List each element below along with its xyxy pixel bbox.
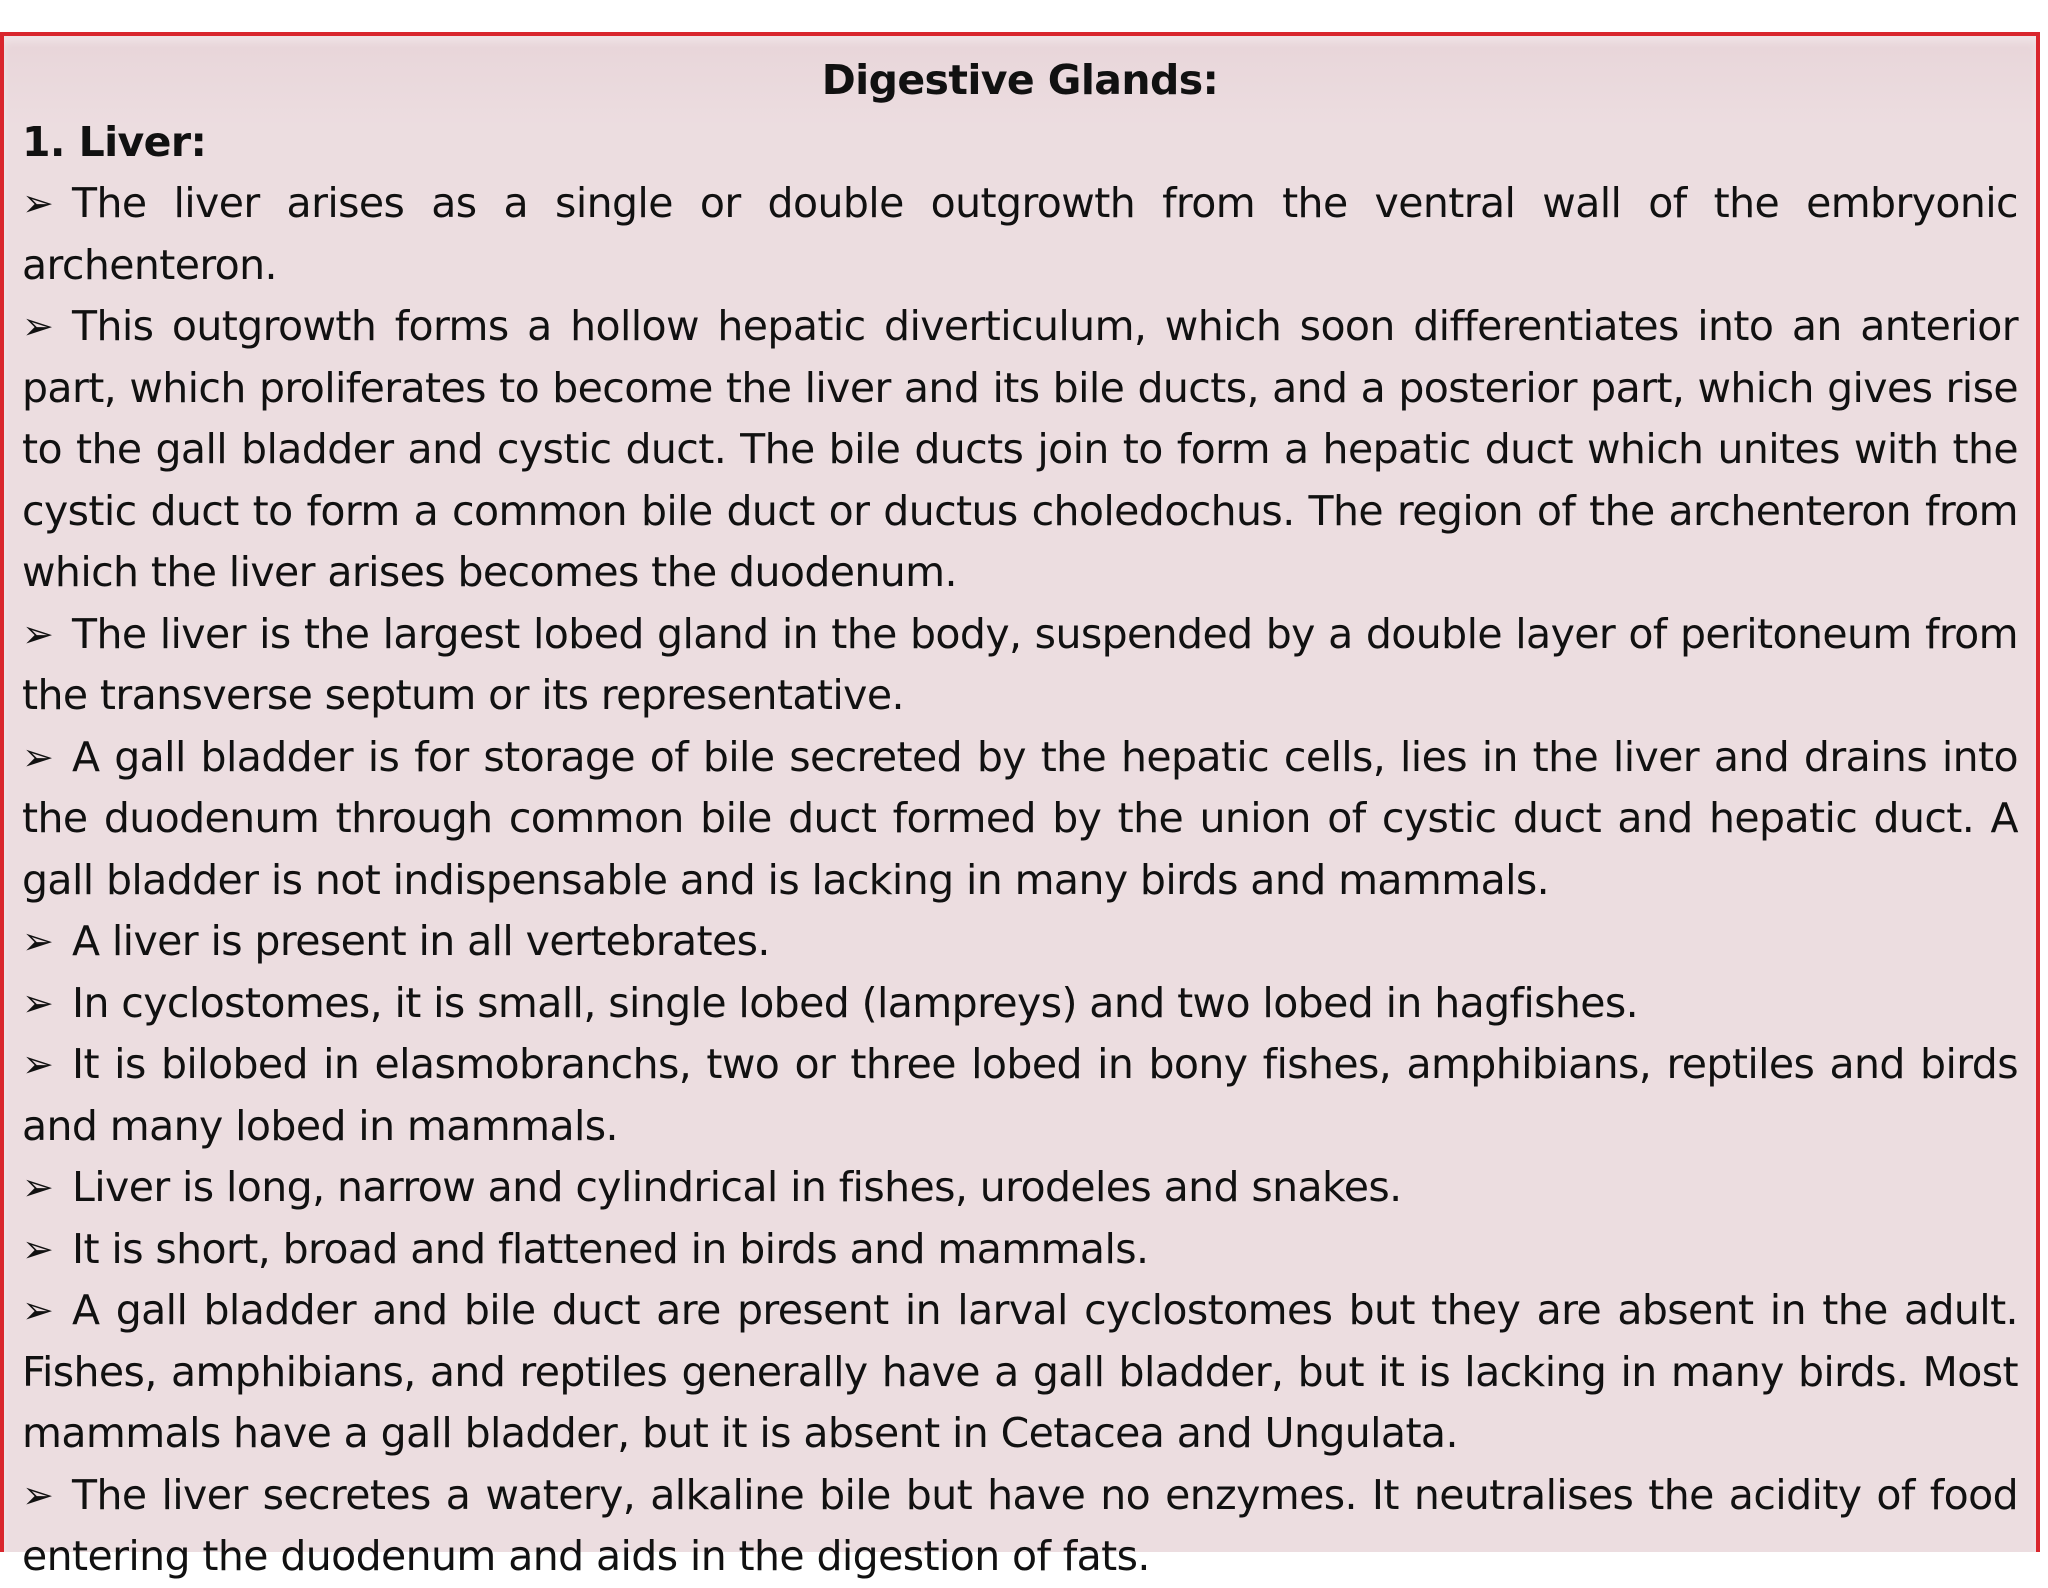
bullet-item <box>22 727 2018 912</box>
bullet-item <box>22 1157 2018 1219</box>
arrow-bullet-icon: ➢ <box>22 1042 54 1086</box>
section-heading: 1. Liver: <box>22 117 207 166</box>
bullet-item <box>22 1034 2018 1157</box>
arrow-bullet-icon: ➢ <box>22 1226 54 1271</box>
arrow-bullet-icon: ➢ <box>22 1472 54 1517</box>
bullet-item <box>22 296 2018 604</box>
bullet-item <box>22 973 2018 1035</box>
bullet-text: A liver is present in all vertebrates. <box>72 917 770 965</box>
bullet-item <box>22 604 2018 727</box>
arrow-bullet-icon: ➢ <box>22 919 54 963</box>
arrow-bullet-icon: ➢ <box>22 304 54 348</box>
arrow-bullet-icon: ➢ <box>22 734 54 779</box>
arrow-bullet-icon: ➢ <box>22 181 54 225</box>
bullet-text: The liver secretes a watery, alkaline bile but have no enzymes. It neutralises the acidity of food entering the duodenum and aids in the digestion of fats. <box>22 1470 2018 1580</box>
bullet-item <box>22 173 2018 296</box>
bullet-text: In cyclostomes, it is small, single lobed (lampreys) and two lobed in hagfishes. <box>72 978 1639 1027</box>
page-title: Digestive Glands: <box>821 56 1219 104</box>
bullet-text: It is bilobed in elasmobranchs, two or three lobed in bony fishes, amphibians, reptiles and birds and many lobed in mammals. <box>22 1040 2018 1150</box>
bullet-item <box>22 1465 2018 1588</box>
arrow-bullet-icon: ➢ <box>22 1165 54 1209</box>
bullet-text: A gall bladder and bile duct are present in larval cyclostomes but they are absent in the adult. Fishes, amphibians, and reptiles generally have a gall bladder, but it is lacking in many birds. Most mammals have a gall bladder, but it is absent in Cetacea and Ungulata. <box>22 1286 2018 1457</box>
bullet-text: The liver arises as a single or double outgrowth from the ventral wall of the embryonic archenteron. <box>22 179 2018 289</box>
slide-panel <box>0 32 2040 1580</box>
bullet-text: Liver is long, narrow and cylindrical in fishes, urodeles and snakes. <box>72 1163 1402 1211</box>
bullet-text: The liver is the largest lobed gland in the body, suspended by a double layer of peritoneum from the transverse septum or its representative. <box>22 609 2018 719</box>
arrow-bullet-icon: ➢ <box>22 611 54 656</box>
bullet-text: This outgrowth forms a hollow hepatic diverticulum, which soon differentiates into an anterior part, which proliferates to become the liver and its bile ducts, and a posterior part, which gives rise to the gall bladder and cystic duct. The bile ducts join to form a hepatic duct which unites with the cystic duct to form a common bile duct or ductus choledochus. The region of the archenteron from which the liver arises becomes the duodenum. <box>22 302 2018 596</box>
bullet-item <box>22 1280 2018 1465</box>
arrow-bullet-icon: ➢ <box>22 1288 54 1332</box>
bullet-item <box>22 1219 2018 1281</box>
bullet-text: A gall bladder is for storage of bile secreted by the hepatic cells, lies in the liver and drains into the duodenum through common bile duct formed by the union of cystic duct and hepatic duct. A gall bladder is not indispensable and is lacking in many birds and mammals. <box>22 732 2018 904</box>
arrow-bullet-icon: ➢ <box>22 980 54 1025</box>
slide-content <box>22 50 2018 1588</box>
bullet-text: It is short, broad and flattened in birds and mammals. <box>72 1224 1149 1273</box>
bullet-item <box>22 911 2018 973</box>
